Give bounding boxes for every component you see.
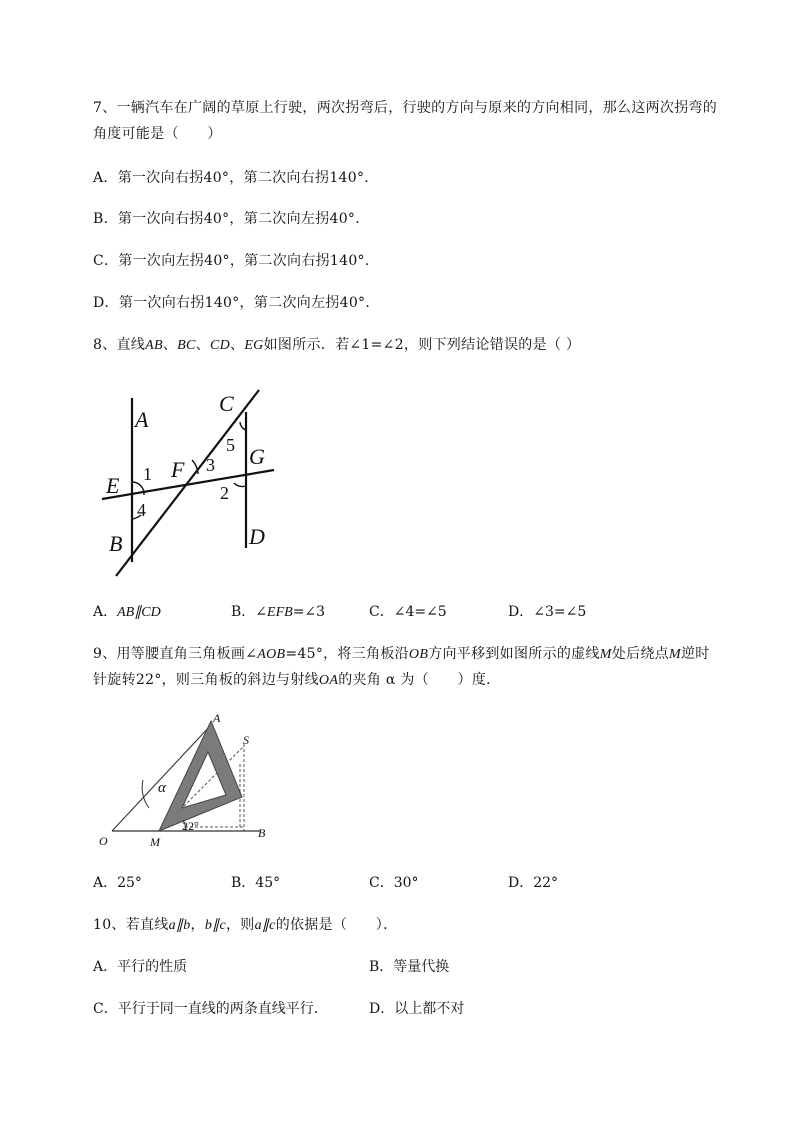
q9-figure (95, 710, 280, 850)
q8-figure (95, 380, 285, 585)
q9-label-a: A (213, 711, 221, 725)
q9-label-b: B (258, 826, 266, 840)
q9-stem-line1: 9、用等腰直角三角板画∠AOB=45°，将三角板沿OB方向平移到如图所示的虚线M处后绕点M逆时 (93, 646, 710, 662)
q8-angle-2: 2 (220, 483, 229, 503)
q9-option-c: C．30° (369, 875, 419, 891)
q8-option-d: D．∠3=∠5 (508, 604, 587, 620)
q9-label-22deg: 22° (182, 819, 199, 833)
q9-option-b: B．45° (231, 875, 281, 891)
q8-angle-5: 5 (226, 435, 235, 455)
q8-label-a: A (135, 407, 149, 432)
q10-option-d: D．以上都不对 (369, 1001, 465, 1017)
q9-stem-line2: 针旋转22°，则三角板的斜边与射线OA的夹角 α 为（ ）度． (93, 672, 501, 688)
q8-label-e: E (106, 473, 120, 498)
q10-option-b: B．等量代换 (369, 959, 450, 975)
q8-option-b: B．∠EFB=∠3 (231, 604, 326, 620)
q7-option-b: B．第一次向右拐40°，第二次向左拐40°． (93, 211, 370, 227)
q8-label-f: F (171, 457, 185, 482)
q9-option-a: A．25° (93, 875, 142, 891)
q8-label-c: C (219, 391, 234, 416)
q10-option-c: C．平行于同一直线的两条直线平行． (93, 1001, 328, 1017)
q7-option-c: C．第一次向左拐40°，第二次向右拐140°． (93, 253, 380, 269)
q8-label-d: D (249, 524, 265, 549)
q8-label-g: G (249, 444, 265, 469)
q10-stem: 10、若直线a∥b，b∥c，则a∥c的依据是（ ）． (93, 917, 398, 933)
q10-option-a: A．平行的性质 (93, 959, 188, 975)
q9-label-m: M (150, 835, 160, 849)
q8-option-c: C．∠4=∠5 (369, 604, 447, 620)
q8-angle-3: 3 (206, 455, 215, 475)
q9-option-d: D．22° (508, 875, 559, 891)
q9-label-o: O (99, 834, 108, 848)
q8-angle-4: 4 (137, 500, 146, 520)
q7-stem-line1: 7、一辆汽车在广阔的草原上行驶，两次拐弯后，行驶的方向与原来的方向相同，那么这两次拐弯的 (93, 100, 718, 116)
q8-option-a: A．AB∥CD (93, 604, 161, 620)
q7-stem-line2: 角度可能是（ ） (93, 126, 222, 142)
q9-label-alpha: α (158, 780, 166, 796)
q7-option-d: D．第一次向右拐140°，第二次向左拐40°． (93, 295, 380, 311)
q9-label-s: S (243, 733, 249, 747)
q8-stem: 8、直线AB、BC、CD、EG如图所示．若∠1=∠2，则下列结论错误的是（ ） (93, 337, 581, 353)
q8-label-b: B (109, 531, 123, 556)
q7-option-a: A．第一次向右拐40°，第二次向右拐140°． (93, 170, 379, 186)
q8-angle-1: 1 (143, 464, 152, 484)
